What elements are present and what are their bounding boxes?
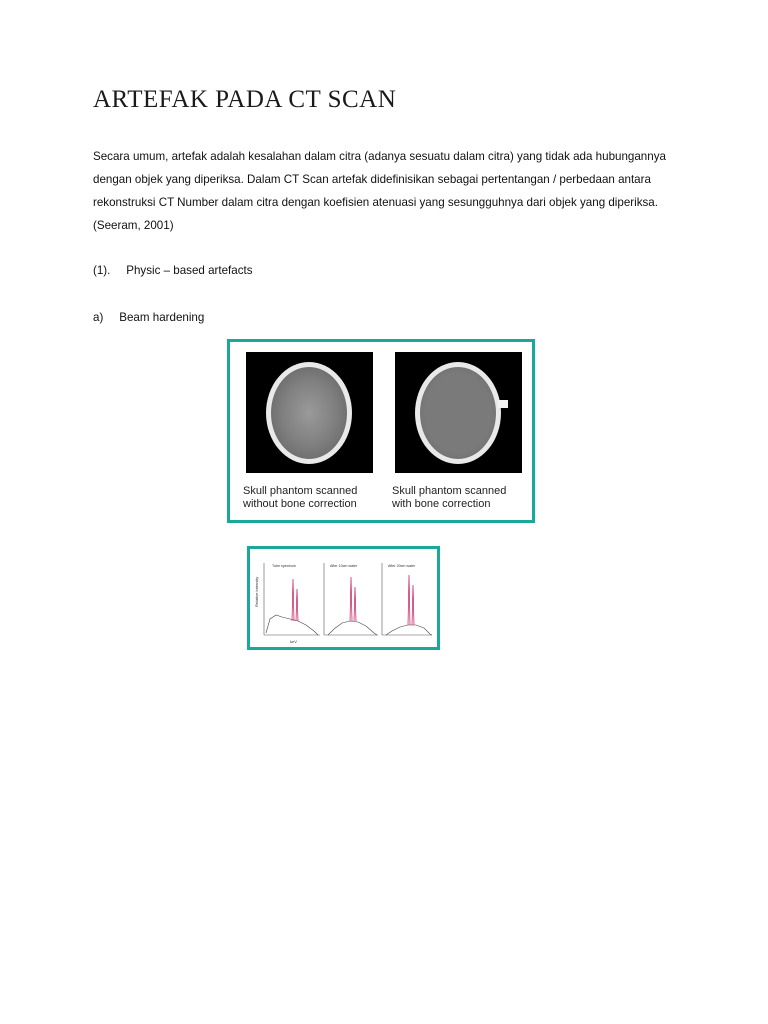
document-title: ARTEFAK PADA CT SCAN <box>93 86 397 113</box>
caption-line: without bone correction <box>243 498 357 510</box>
spectrum-xlabel: keV <box>290 639 297 644</box>
ct-scan-without-correction-image <box>246 352 373 473</box>
caption-line: with bone correction <box>392 498 491 510</box>
spectrum-plots <box>250 549 437 647</box>
spectrum-panel-1 <box>264 563 320 635</box>
paragraph-line: rekonstruksi CT Number dalam citra dengan koefisien atenuasi yang sesungguhnya dari objek yang diperiksa. <box>93 196 658 209</box>
xray-spectrum-figure <box>247 546 440 650</box>
caption-line: Skull phantom scanned <box>392 485 507 497</box>
subsection-letter: a) <box>93 311 104 324</box>
skull-phantom-shape <box>266 362 352 464</box>
paragraph-line: (Seeram, 2001) <box>93 219 174 232</box>
panel-title: After 10cm water <box>330 564 358 568</box>
left-scan-caption <box>243 485 383 511</box>
section-label: Physic – based artefacts <box>126 264 253 277</box>
subsection-heading <box>93 311 204 324</box>
ct-scan-with-correction-image <box>395 352 522 473</box>
intro-paragraph <box>93 145 683 237</box>
right-scan-caption <box>392 485 532 511</box>
spectrum-panel-2 <box>324 563 378 635</box>
skull-phantom-shape <box>415 362 501 464</box>
paragraph-line: Secara umum, artefak adalah kesalahan dalam citra (adanya sesuatu dalam citra) yang tidak ada hubungannya <box>93 150 666 163</box>
panel-title: Tube spectrum <box>272 564 296 568</box>
section-heading <box>93 264 253 277</box>
panel-title: After 20cm water <box>388 564 416 568</box>
bone-notch <box>498 400 508 408</box>
spectrum-panel-3 <box>382 563 432 635</box>
spectrum-ylabel: Relative intensity <box>254 576 259 607</box>
section-number: (1). <box>93 264 111 277</box>
skull-phantom-figure <box>227 339 535 523</box>
subsection-label: Beam hardening <box>119 311 205 324</box>
paragraph-line: dengan objek yang diperiksa. Dalam CT Scan artefak didefinisikan sebagai pertentangan / perbedaan antara <box>93 173 651 186</box>
caption-line: Skull phantom scanned <box>243 485 358 497</box>
